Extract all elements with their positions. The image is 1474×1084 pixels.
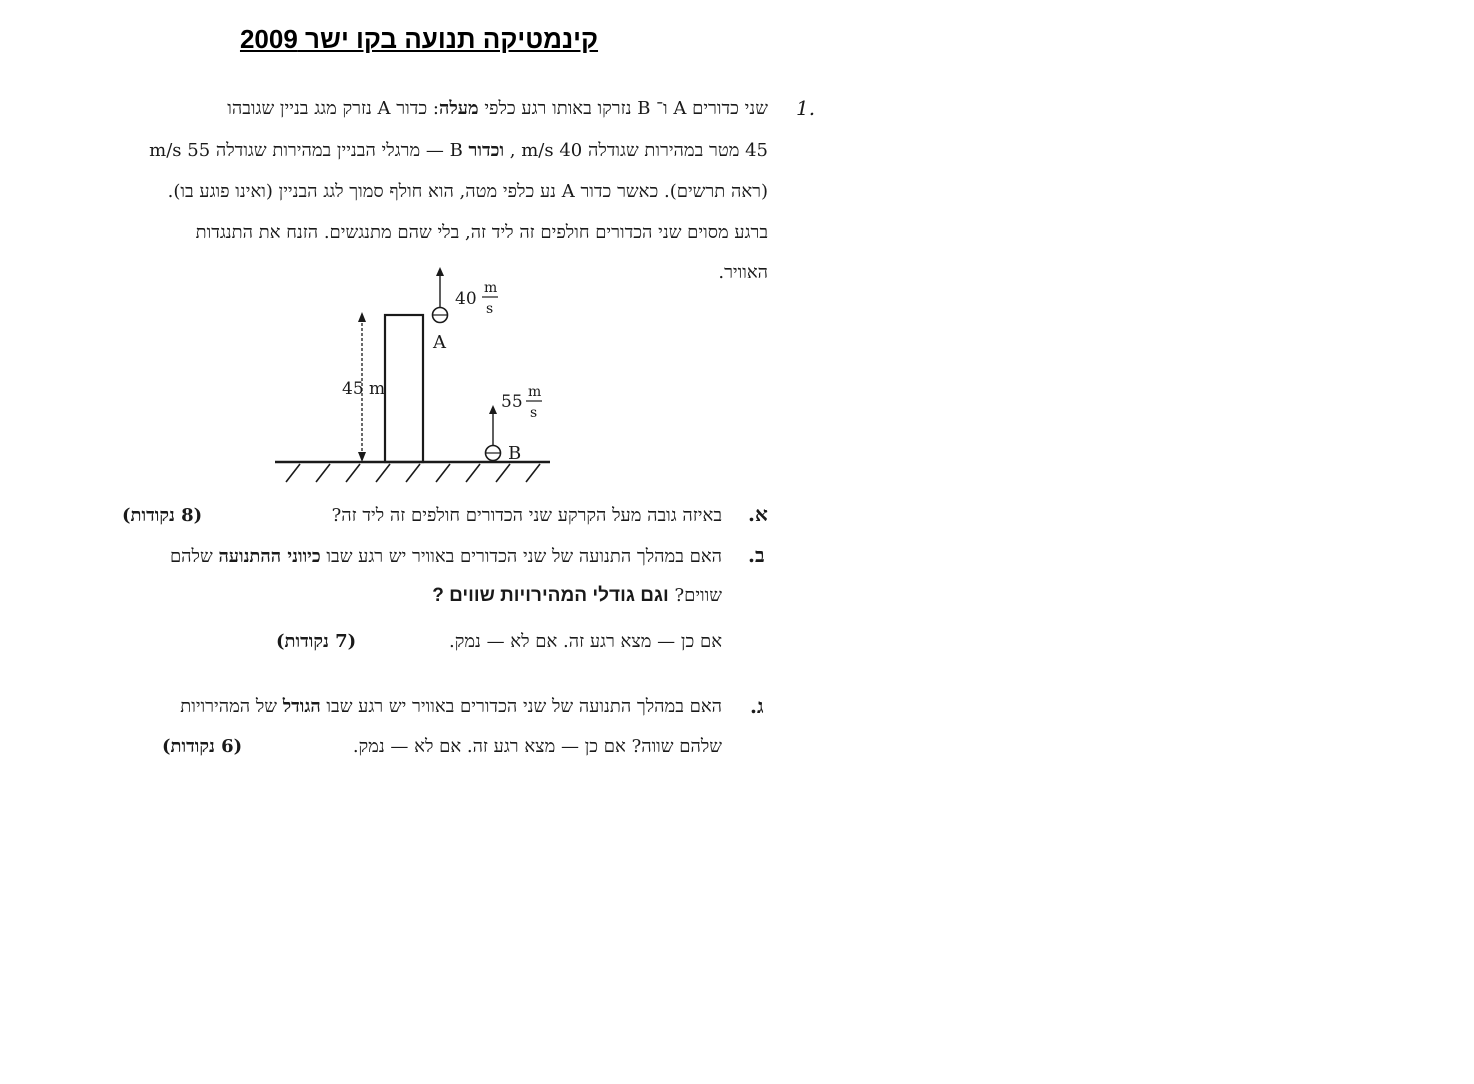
page-title: קינמטיקה תנועה בקו ישר 2009 bbox=[239, 24, 599, 54]
speed-a-value: 40 bbox=[455, 289, 477, 309]
part-c-line-1 bbox=[180, 695, 722, 719]
part-c-line-1-bold: הגודל bbox=[282, 696, 321, 717]
velocity-b-arrowhead bbox=[489, 405, 497, 414]
part-b-line-2-added: וגם גודלי המהירויות שווים ? bbox=[432, 585, 669, 606]
question-line-2 bbox=[149, 139, 768, 163]
part-b-line-2-pre: שווים? bbox=[668, 585, 722, 606]
part-b-points: (7 נקודות) bbox=[276, 631, 357, 652]
part-b-label: ב. bbox=[748, 543, 765, 567]
part-b-line-1-bold: כיווני ההתנועה bbox=[218, 546, 321, 567]
part-a-points: (8 נקודות) bbox=[122, 505, 203, 526]
question-line-1-pre: שני כדורים A ו־ B נזרקו באותו רגע כלפי bbox=[478, 98, 768, 119]
question-line-5: האוויר. bbox=[718, 262, 768, 283]
question-line-3: (ראה תרשים). כאשר כדור A נע כלפי מטה, הוא חולף סמוך לגג הבניין (ואינו פוגע בו). bbox=[167, 181, 768, 202]
question-number: 1. bbox=[796, 96, 816, 120]
question-line-1 bbox=[227, 97, 768, 121]
question-line-4: ברגע מסוים שני הכדורים חולפים זה ליד זה, בלי שהם מתנגשים. הזנח את התנגדות bbox=[195, 222, 768, 243]
height-arrow-down bbox=[358, 452, 366, 462]
question-line-2-post: B — מרגלי הבניין במהירות שגודלה 55 m/s bbox=[149, 140, 469, 161]
part-c-line-1-post: של המהירויות bbox=[180, 696, 283, 717]
speed-b-unit-num: m bbox=[528, 384, 542, 400]
part-a-question: באיזה גובה מעל הקרקע שני הכדורים חולפים זה ליד זה? bbox=[331, 505, 722, 526]
part-b-line-1 bbox=[170, 545, 722, 569]
building bbox=[385, 315, 423, 462]
question-line-2-bold: וכדור bbox=[468, 140, 505, 161]
part-c-line-2: שלהם שווה? אם כן — מצא רגע זה. אם לא — נמק. bbox=[352, 736, 722, 757]
height-arrow-up bbox=[358, 312, 366, 322]
part-c-line-1-pre: האם במהלך התנועה של שני הכדורים באוויר יש רגע שבו bbox=[320, 696, 722, 717]
part-b-line-1-post: שלהם bbox=[169, 546, 219, 567]
projectile-diagram bbox=[270, 262, 560, 487]
ground-hatching bbox=[286, 464, 540, 482]
velocity-a-arrowhead bbox=[436, 267, 444, 276]
speed-b-unit-den: s bbox=[530, 405, 538, 421]
question-line-2-pre: 45 מטר במהירות שגודלה 40 m/s , bbox=[504, 140, 768, 161]
part-a-label: א. bbox=[748, 502, 768, 526]
height-label: 45 m bbox=[342, 379, 386, 399]
speed-a-unit-den: s bbox=[486, 301, 494, 317]
part-b-line-1-pre: האם במהלך התנועה של שני הכדורים באוויר יש רגע שבו bbox=[320, 546, 722, 567]
question-line-1-bold: מעלה bbox=[438, 98, 479, 119]
speed-b-value: 55 bbox=[501, 392, 523, 412]
question-line-1-post: : כדור A נזרק מגג בניין שגובהו bbox=[227, 98, 439, 119]
part-b-line-2 bbox=[432, 584, 722, 608]
part-c-label: ג. bbox=[750, 694, 764, 718]
ball-b-label: B bbox=[508, 443, 522, 464]
part-b-line-3: אם כן — מצא רגע זה. אם לא — נמק. bbox=[448, 631, 722, 652]
speed-a-unit-num: m bbox=[484, 280, 498, 296]
part-c-points: (6 נקודות) bbox=[162, 736, 243, 757]
ball-a-label: A bbox=[433, 332, 446, 353]
